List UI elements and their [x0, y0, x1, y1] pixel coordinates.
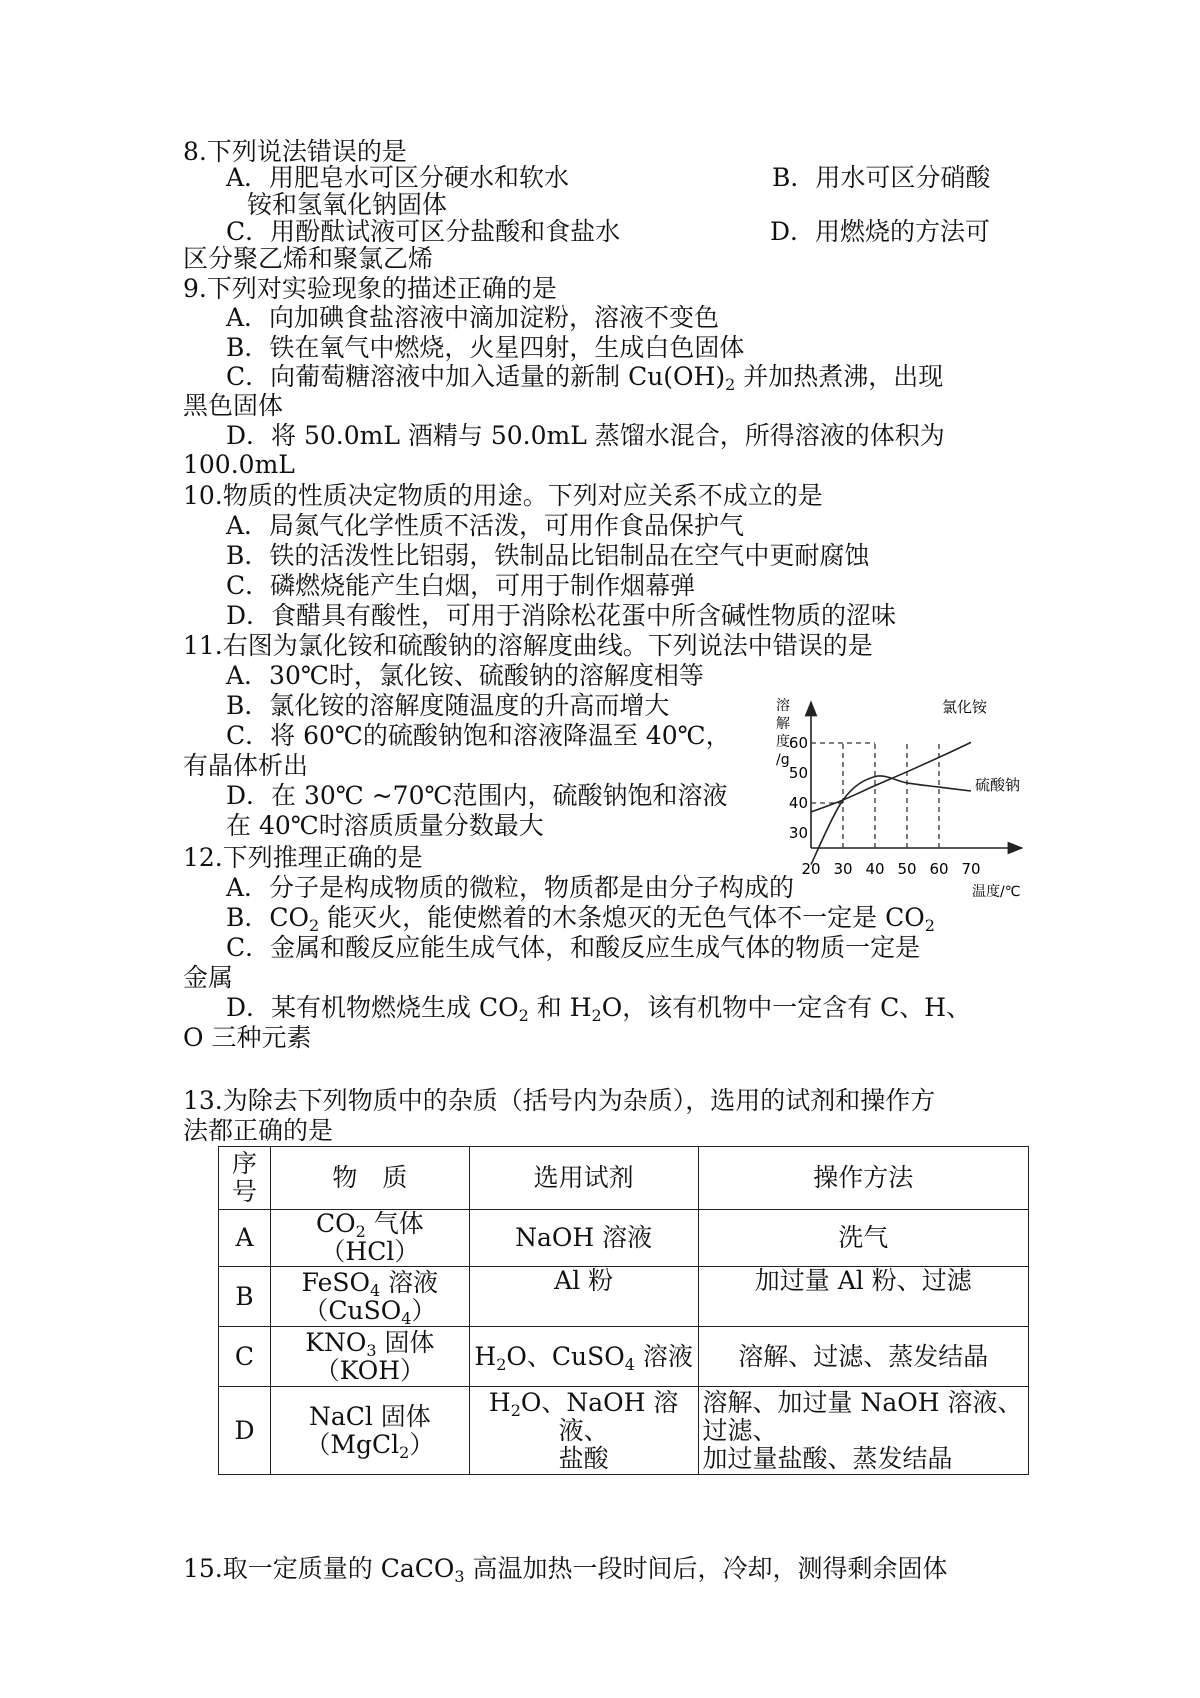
impurity-removal-table	[218, 1146, 1029, 1475]
q11-option-b: B．氯化铵的溶解度随温度的升高而增大	[226, 691, 670, 720]
table-row	[219, 1387, 1029, 1475]
q9-option-c-cont: 黑色固体	[183, 391, 284, 420]
q9-option-a: A．向加碘食盐溶液中滴加淀粉，溶液不变色	[226, 303, 720, 332]
row-id: C	[219, 1327, 271, 1387]
q10-stem: 10.物质的性质决定物质的用途。下列对应关系不成立的是	[183, 481, 823, 510]
table-header-row	[219, 1147, 1029, 1210]
q8-option-d-cont: 区分聚乙烯和聚氯乙烯	[183, 244, 434, 273]
x-tick-label: 60	[929, 860, 949, 878]
q12-option-c: C．金属和酸反应能生成气体，和酸反应生成气体的物质一定是	[226, 933, 921, 962]
header-no: 序 号	[219, 1147, 271, 1210]
row-substance: NaCl 固体 （MgCl$_2$）	[270, 1387, 469, 1475]
x-tick-label: 20	[801, 860, 821, 878]
row-method: 溶解、加过量 NaOH 溶液、 过滤、 加过量盐酸、蒸发结晶	[698, 1387, 1029, 1475]
q8-option-a: A．用肥皂水可区分硬水和软水	[226, 163, 570, 192]
row-method: 溶解、过滤、蒸发结晶	[698, 1327, 1029, 1387]
q13-stem: 13.为除去下列物质中的杂质（括号内为杂质），选用的试剂和操作方	[183, 1086, 936, 1115]
q12-option-a: A．分子是构成物质的微粒，物质都是由分子构成的	[226, 873, 795, 902]
q11-stem: 11.右图为氯化铵和硫酸钠的溶解度曲线。下列说法中错误的是	[183, 631, 873, 660]
x-tick-label: 30	[833, 860, 853, 878]
y-axis-label-char: 解	[776, 716, 790, 732]
q12-option-d-cont: O 三种元素	[183, 1023, 312, 1052]
q12-stem: 12.下列推理正确的是	[183, 843, 423, 872]
row-id: D	[219, 1387, 271, 1475]
y-axis-label-char: 溶	[776, 698, 790, 714]
q9-option-d-cont: 100.0mL	[183, 450, 295, 479]
header-method: 操作方法	[698, 1147, 1029, 1210]
q9-option-c: C．向葡萄糖溶液中加入适量的新制 $Cu(OH)_2$ 并加热煮沸，出现	[226, 362, 944, 394]
series-sodium-sulfate	[811, 776, 971, 865]
q10-option-b: B．铁的活泼性比铝弱，铁制品比铝制品在空气中更耐腐蚀	[226, 541, 870, 570]
q8-option-d: D．用燃烧的方法可	[770, 217, 991, 246]
row-reagent: NaOH 溶液	[469, 1210, 698, 1267]
q11-option-d: D．在 30℃ ~70℃范围内，硫酸钠饱和溶液	[226, 781, 728, 810]
q11-option-a: A．30℃时，氯化铵、硫酸钠的溶解度相等	[226, 661, 704, 690]
row-method: 洗气	[698, 1210, 1029, 1267]
y-tick-labels	[789, 734, 808, 842]
y-tick-label: 40	[788, 794, 808, 812]
series-label-sodium-sulfate: 硫酸钠	[975, 776, 1021, 794]
row-method: 加过量 Al 粉、过滤	[698, 1267, 1029, 1327]
q8-option-b-cont: 铵和氢氧化钠固体	[247, 190, 448, 219]
q8-option-c: C．用酚酞试液可区分盐酸和食盐水	[226, 217, 621, 246]
q11-option-c-cont: 有晶体析出	[183, 751, 309, 780]
q9-stem: 9.下列对实验现象的描述正确的是	[183, 274, 557, 303]
header-substance: 物 质	[270, 1147, 469, 1210]
q11-option-c: C．将 60℃的硫酸钠饱和溶液降温至 40℃，	[226, 721, 731, 750]
q8-option-b: B．用水可区分硝酸	[772, 163, 991, 192]
row-reagent: Al 粉	[469, 1267, 698, 1327]
y-tick-label: 60	[788, 734, 808, 752]
x-tick-labels	[801, 860, 980, 878]
x-tick-label: 50	[897, 860, 917, 878]
header-reagent: 选用试剂	[469, 1147, 698, 1210]
row-reagent: $H_2O$、NaOH 溶液、 盐酸	[469, 1387, 698, 1475]
q10-option-a: A．局氮气化学性质不活泼，可用作食品保护气	[226, 511, 745, 540]
y-axis-label	[776, 697, 790, 768]
reference-lines	[811, 743, 939, 848]
row-id: B	[219, 1267, 271, 1327]
q9-option-d: D．将 50.0mL 酒精与 50.0mL 蒸馏水混合，所得溶液的体积为	[226, 421, 945, 450]
y-tick-label: 50	[788, 764, 808, 782]
table-row	[219, 1327, 1029, 1387]
q12-option-b: B．$CO_2$ 能灭火，能使燃着的木条熄灭的无色气体不一定是 $CO_2$	[226, 903, 935, 935]
y-axis-label-char: 度	[776, 734, 790, 750]
q10-option-c: C．磷燃烧能产生白烟，可用于制作烟幕弹	[226, 571, 696, 600]
solubility-chart	[770, 690, 1030, 905]
row-substance: $CO_2$ 气体（HCl）	[270, 1210, 469, 1267]
q10-option-d: D．食醋具有酸性，可用于消除松花蛋中所含碱性物质的涩味	[226, 601, 897, 630]
series-label-ammonium-chloride: 氯化铵	[942, 698, 988, 716]
row-substance: FeSO$_4$ 溶液 （CuSO$_4$）	[270, 1267, 469, 1327]
x-axis-label: 温度/℃	[972, 884, 1021, 900]
x-tick-label: 40	[865, 860, 885, 878]
table-row	[219, 1210, 1029, 1267]
series-ammonium-chloride	[811, 742, 971, 812]
row-substance: $KNO_3$ 固体 （KOH）	[270, 1327, 469, 1387]
series-lines	[811, 742, 971, 864]
q12-option-c-cont: 金属	[183, 963, 234, 992]
q15-stem: 15.取一定质量的 CaCO$_3$ 高温加热一段时间后，冷却，测得剩余固体	[183, 1554, 948, 1586]
q13-stem-cont: 法都正确的是	[183, 1116, 334, 1145]
y-axis-label-char: /g	[776, 752, 790, 768]
row-reagent: $H_2O$、CuSO$_4$ 溶液	[469, 1327, 698, 1387]
q8-stem: 8.下列说法错误的是	[183, 137, 407, 166]
q11-option-d-cont: 在 40℃时溶质质量分数最大	[226, 811, 544, 840]
row-id: A	[219, 1210, 271, 1267]
table-row	[219, 1267, 1029, 1327]
y-tick-label: 30	[788, 824, 808, 842]
q9-option-b: B．铁在氧气中燃烧，火星四射，生成白色固体	[226, 333, 745, 362]
q12-option-d: D．某有机物燃烧生成 $CO_2$ 和 $H_2O$，该有机物中一定含有 C、H、	[226, 993, 972, 1025]
x-tick-label: 70	[961, 860, 981, 878]
